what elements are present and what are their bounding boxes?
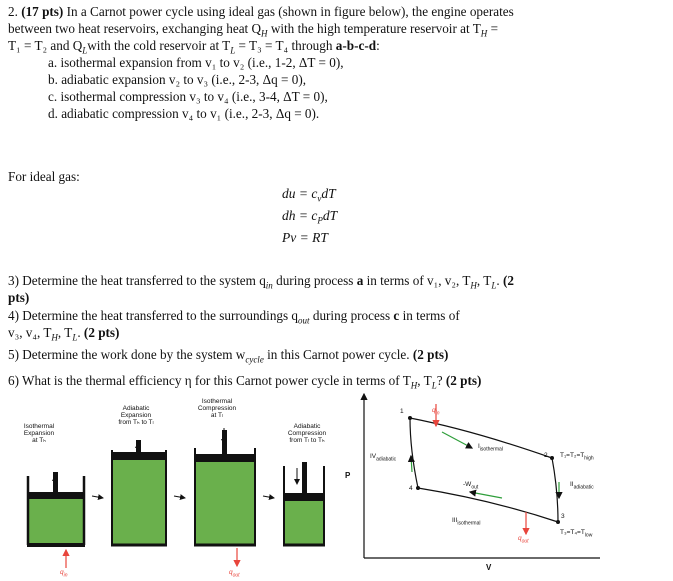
q4-sub-l: L bbox=[72, 332, 78, 343]
qout-label bbox=[229, 569, 240, 578]
qout-sub: out bbox=[232, 572, 240, 579]
stage-arrow-2 bbox=[174, 496, 185, 498]
label-IV-adiabatic bbox=[370, 453, 396, 462]
q3-points: (2 bbox=[502, 273, 514, 288]
q4-c: in terms of bbox=[399, 308, 460, 323]
process-path: a-b-c-d bbox=[335, 38, 377, 53]
q3-sub-l: L bbox=[491, 280, 497, 291]
step-c: c. isothermal compression v₃ to v₄ (i.e., 3-4, ΔT = 0), bbox=[48, 89, 328, 104]
point-3-label: 3 bbox=[561, 513, 565, 520]
eq2-end: dT bbox=[322, 208, 338, 223]
q6-sub-l: L bbox=[431, 380, 437, 391]
q5-text: 5) Determine the work done by the system w bbox=[8, 347, 246, 362]
qin-label bbox=[60, 569, 68, 578]
t-high: T₁=T₂=T bbox=[560, 452, 585, 459]
point-2 bbox=[550, 456, 554, 460]
q5-b: in this Carnot power cycle. bbox=[263, 347, 413, 362]
pv-diagram bbox=[352, 390, 670, 580]
question-3 bbox=[8, 272, 514, 295]
adi-comp-l1: Adiabatic bbox=[293, 423, 321, 430]
q3-sub: in bbox=[265, 280, 273, 291]
pv-qin-q: q bbox=[432, 407, 436, 414]
iso-exp-l2: Expansion bbox=[23, 430, 55, 437]
qin-q: q bbox=[60, 569, 64, 576]
label-II-adiabatic bbox=[570, 481, 594, 490]
q5-sub: cycle bbox=[245, 354, 264, 365]
curve-adiabatic-compression bbox=[410, 418, 418, 488]
equation-du bbox=[282, 186, 336, 204]
label-III-sub: isothermal bbox=[457, 520, 481, 527]
label-III-isothermal bbox=[452, 517, 481, 526]
q4-line2-b: , T bbox=[57, 325, 73, 340]
sub-l: L bbox=[82, 45, 88, 56]
pv-qout-label bbox=[518, 535, 529, 544]
problem-points: (17 pts) bbox=[21, 4, 64, 19]
pv-qin-label bbox=[432, 407, 440, 416]
problem-line-2-text: between two heat reservoirs, exchanging heat Q bbox=[8, 21, 262, 36]
q3-d: , T bbox=[476, 273, 492, 288]
problem-line-1-text: In a Carnot power cycle using ideal gas (shown in figure below), the engine operates bbox=[66, 4, 514, 19]
t-low: T₃=T₄=T bbox=[560, 529, 585, 536]
sub-h-2: H bbox=[480, 28, 488, 39]
q4-points: (2 pts) bbox=[83, 325, 120, 340]
stage-arrow-1 bbox=[92, 496, 103, 498]
q6-b: , T bbox=[417, 373, 432, 388]
cylinder-2 bbox=[111, 440, 167, 545]
problem-line-2-rest: with the high temperature reservoir at T bbox=[267, 21, 481, 36]
eq1-text: du = c bbox=[282, 186, 318, 201]
adi-comp-l3: from Tₗ to Tₕ bbox=[289, 437, 325, 444]
iso-comp-l2: Compression bbox=[197, 405, 237, 412]
q4-sub: out bbox=[298, 315, 310, 326]
cylinder-1 bbox=[27, 472, 85, 568]
point-1 bbox=[408, 416, 412, 420]
axis-v-label: V bbox=[486, 563, 492, 572]
qin-sub: in bbox=[63, 572, 68, 579]
t-high-sub: high bbox=[584, 455, 594, 462]
adi-exp-l1: Adiabatic bbox=[122, 405, 150, 412]
q6-c: ? bbox=[436, 373, 446, 388]
curve-isothermal-compression bbox=[418, 488, 558, 522]
curve-adiabatic-expansion bbox=[552, 458, 558, 522]
colon: : bbox=[376, 38, 380, 53]
adi-exp-l2: Expansion bbox=[120, 412, 152, 419]
q6-text: 6) What is the thermal efficiency η for this Carnot power cycle in terms of T bbox=[8, 373, 411, 388]
sub-l-2: L bbox=[230, 45, 236, 56]
eq2-text: dh = c bbox=[282, 208, 318, 223]
q6-sub-h: H bbox=[410, 380, 418, 391]
q6-points: (2 pts) bbox=[445, 373, 482, 388]
point-4 bbox=[416, 486, 420, 490]
cylinder-4 bbox=[283, 462, 325, 545]
point-2-label: 2 bbox=[544, 452, 548, 459]
cylinder-2-gas bbox=[112, 460, 166, 544]
problem-line-1 bbox=[8, 3, 514, 20]
eq1-end: dT bbox=[321, 186, 336, 201]
label-III: III bbox=[452, 517, 458, 524]
cylinder-4-rod bbox=[302, 462, 307, 494]
eq2-sub: P bbox=[317, 215, 323, 226]
label-I-sub: isothermal bbox=[479, 446, 503, 453]
label-t-high bbox=[560, 452, 594, 461]
label-II: II bbox=[570, 481, 574, 488]
piston-diagram bbox=[0, 400, 360, 581]
point-3 bbox=[556, 520, 560, 524]
q3-e: . bbox=[496, 273, 503, 288]
label-t-low bbox=[560, 529, 592, 538]
problem-line-3-mid: with the cold reservoir at T bbox=[87, 38, 231, 53]
cylinder-1-piston bbox=[28, 492, 84, 499]
stage-arrow-3 bbox=[263, 496, 274, 498]
w-out-sub: out bbox=[471, 484, 479, 491]
pv-qout-sub: out bbox=[521, 538, 529, 545]
q3-sub-h: H bbox=[470, 280, 477, 291]
qout-q: q bbox=[229, 569, 233, 576]
cylinder-2-piston bbox=[112, 452, 166, 460]
cylinder-3 bbox=[194, 428, 256, 566]
q3-text: 3) Determine the heat transferred to the system q bbox=[8, 273, 266, 288]
point-4-label: 4 bbox=[409, 485, 413, 492]
eq-sign: = bbox=[487, 21, 499, 36]
cylinder-1-gas bbox=[28, 498, 84, 544]
cylinder-4-piston bbox=[284, 493, 324, 501]
arrow-process-4-1 bbox=[411, 456, 412, 472]
question-4-line-2 bbox=[8, 324, 119, 347]
q4-process: c bbox=[393, 308, 400, 323]
cylinder-3-gas bbox=[195, 462, 255, 544]
label-I: I bbox=[478, 443, 480, 450]
q4-b: during process bbox=[309, 308, 394, 323]
ideal-gas-label: For ideal gas: bbox=[8, 169, 80, 184]
adi-exp-l3: from Tₕ to Tₗ bbox=[118, 419, 154, 426]
iso-comp-l1: Isothermal bbox=[201, 398, 233, 405]
iso-exp-l3: at Tₕ bbox=[32, 437, 46, 444]
question-5 bbox=[8, 346, 448, 369]
w-out: -W bbox=[463, 481, 472, 488]
problem-line-3-end: = T₃ = T₄ through bbox=[235, 38, 336, 53]
sub-h: H bbox=[261, 28, 268, 39]
arrow-process-3-4 bbox=[470, 492, 502, 498]
q3-points-2: pts) bbox=[8, 290, 30, 305]
label-II-sub: adiabatic bbox=[573, 484, 594, 491]
step-d: d. adiabatic compression v₄ to v₁ (i.e., 2-3, Δq = 0). bbox=[48, 106, 320, 121]
q4-text: 4) Determine the heat transferred to the surroundings q bbox=[8, 308, 299, 323]
q5-points: (2 pts) bbox=[412, 347, 449, 362]
cylinder-4-gas bbox=[284, 500, 324, 544]
point-1-label: 1 bbox=[400, 408, 404, 415]
q3-c: in terms of v₁, v₂, T bbox=[363, 273, 471, 288]
pv-qout-q: q bbox=[518, 535, 522, 542]
cylinder-3-piston bbox=[195, 454, 255, 462]
step-a: a. isothermal expansion from v₁ to v₂ (i.e., 1-2, ΔT = 0), bbox=[48, 55, 344, 70]
q3-process: a bbox=[356, 273, 364, 288]
t-low-sub: low bbox=[584, 532, 593, 539]
q4-line2-c: . bbox=[77, 325, 84, 340]
iso-comp-l3: at Tₗ bbox=[210, 412, 224, 419]
iso-exp-l1: Isothermal bbox=[23, 423, 55, 430]
q3-b: during process bbox=[272, 273, 357, 288]
q4-line2: v₃, v₄, T bbox=[8, 325, 52, 340]
arrow-process-1-2 bbox=[442, 432, 472, 448]
equation-dh bbox=[282, 208, 337, 226]
eq1-sub: v bbox=[317, 193, 322, 204]
q4-sub-h: H bbox=[51, 332, 58, 343]
label-w-out bbox=[463, 481, 478, 490]
label-IV-sub: adiabatic bbox=[376, 456, 397, 463]
adi-comp-l2: Compression bbox=[287, 430, 327, 437]
pv-qin-sub: in bbox=[435, 410, 440, 417]
equation-pv: Pv = RT bbox=[282, 230, 328, 245]
label-IV: IV bbox=[370, 453, 377, 460]
question-3-line-2 bbox=[8, 289, 29, 306]
problem-number: 2. bbox=[8, 4, 18, 19]
axis-p-label: P bbox=[345, 471, 351, 480]
step-b: b. adiabatic expansion v₂ to v₃ (i.e., 2-3, Δq = 0), bbox=[48, 72, 307, 87]
problem-line-3-text: T₁ = T₂ and Q bbox=[8, 38, 83, 53]
label-I-isothermal bbox=[478, 443, 503, 452]
